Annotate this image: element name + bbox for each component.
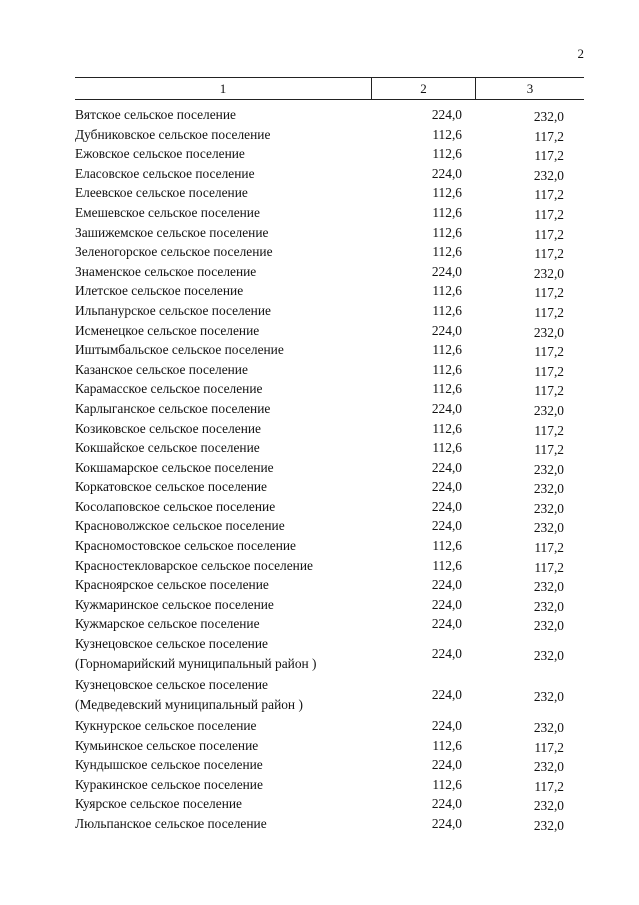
settlement-name-line: Кукнурское сельское поселение bbox=[75, 718, 257, 734]
settlement-name bbox=[75, 497, 375, 517]
table-row bbox=[0, 556, 639, 576]
settlement-name bbox=[75, 595, 375, 615]
table-row bbox=[0, 105, 639, 125]
table-row bbox=[0, 399, 639, 419]
table-row bbox=[0, 262, 639, 282]
value-col-3: 117,2 bbox=[534, 148, 564, 164]
settlement-name bbox=[75, 360, 375, 380]
value-col-3: 232,0 bbox=[533, 618, 564, 634]
settlement-name bbox=[75, 755, 375, 775]
value-col-2: 112,6 bbox=[432, 126, 462, 142]
value-col-2: 112,6 bbox=[432, 538, 462, 554]
value-col-3: 117,2 bbox=[534, 442, 564, 458]
settlement-name bbox=[75, 814, 375, 834]
settlement-name bbox=[75, 164, 375, 184]
settlement-name-line: Куярское сельское поселение bbox=[75, 796, 242, 812]
settlement-name bbox=[75, 614, 375, 634]
table-row bbox=[0, 755, 639, 775]
settlement-name bbox=[75, 125, 375, 145]
page-number: 2 bbox=[577, 46, 584, 61]
value-col-2: 112,6 bbox=[432, 244, 462, 260]
value-col-2: 224,0 bbox=[431, 322, 462, 338]
value-col-3: 232,0 bbox=[533, 759, 564, 775]
settlement-name bbox=[75, 262, 375, 282]
value-col-2: 112,6 bbox=[432, 204, 462, 220]
value-col-3: 117,2 bbox=[534, 128, 564, 144]
settlement-name-line: Красноярское сельское поселение bbox=[75, 577, 269, 593]
settlement-name-line: Карлыганское сельское поселение bbox=[75, 400, 271, 416]
settlement-name-line: Дубниковское сельское поселение bbox=[75, 126, 271, 142]
settlement-name-line: Ильпанурское сельское поселение bbox=[75, 302, 271, 318]
settlement-name-line: Кокшайское сельское поселение bbox=[75, 440, 260, 456]
table-row bbox=[0, 419, 639, 439]
settlement-name-line: Красноволжское сельское поселение bbox=[75, 518, 285, 534]
value-col-2: 224,0 bbox=[431, 107, 462, 122]
table-row bbox=[0, 301, 639, 321]
settlement-name bbox=[75, 281, 375, 301]
settlement-name-line: Еласовское сельское поселение bbox=[75, 165, 255, 181]
settlement-name-line: Косолаповское сельское поселение bbox=[75, 498, 276, 514]
header-col-3: 3 bbox=[526, 80, 534, 96]
settlement-name-line: Куракинское сельское поселение bbox=[75, 776, 263, 792]
table-row bbox=[0, 321, 639, 341]
value-col-3: 117,2 bbox=[534, 383, 564, 399]
table-header bbox=[75, 77, 584, 100]
settlement-name bbox=[75, 105, 375, 125]
value-col-2: 112,6 bbox=[432, 224, 462, 240]
table-row bbox=[0, 614, 639, 634]
value-col-3: 117,2 bbox=[534, 559, 564, 575]
value-col-3: 117,2 bbox=[534, 540, 564, 556]
value-col-2: 224,0 bbox=[431, 479, 462, 495]
settlement-name-line: Казанское сельское поселение bbox=[75, 361, 248, 377]
value-col-3: 117,2 bbox=[534, 422, 564, 438]
settlement-name-line: Кумьинское сельское поселение bbox=[75, 737, 259, 753]
value-col-3: 117,2 bbox=[534, 363, 564, 379]
value-col-2: 224,0 bbox=[431, 796, 462, 812]
settlement-name bbox=[75, 321, 375, 341]
value-col-3: 232,0 bbox=[533, 109, 564, 124]
value-col-2: 112,6 bbox=[432, 146, 462, 162]
value-col-3: 232,0 bbox=[533, 648, 564, 664]
table-row bbox=[0, 203, 639, 223]
table-row bbox=[0, 458, 639, 478]
table-row bbox=[0, 575, 639, 595]
table-row bbox=[0, 736, 639, 756]
value-col-2: 112,6 bbox=[432, 342, 462, 358]
value-col-3: 232,0 bbox=[533, 461, 564, 477]
table-row bbox=[0, 634, 639, 675]
settlement-name bbox=[75, 794, 375, 814]
settlement-name bbox=[75, 536, 375, 556]
value-col-2: 224,0 bbox=[431, 400, 462, 416]
settlement-name-line: Емешевское сельское поселение bbox=[75, 204, 260, 220]
value-col-3: 232,0 bbox=[533, 324, 564, 340]
settlement-name-line: Кузнецовское сельское поселение bbox=[75, 636, 268, 652]
value-col-3: 117,2 bbox=[534, 246, 564, 262]
table-row bbox=[0, 536, 639, 556]
value-col-2: 112,6 bbox=[432, 381, 462, 397]
value-col-2: 112,6 bbox=[432, 361, 462, 377]
table-row bbox=[0, 183, 639, 203]
settlement-name-line: Иштымбальское сельское поселение bbox=[75, 342, 284, 358]
value-col-2: 224,0 bbox=[431, 263, 462, 279]
value-col-3: 117,2 bbox=[534, 206, 564, 222]
value-col-2: 112,6 bbox=[432, 737, 462, 753]
settlement-name bbox=[75, 223, 375, 243]
value-col-2: 224,0 bbox=[431, 518, 462, 534]
settlement-name-line: Исменецкое сельское поселение bbox=[75, 322, 260, 338]
table-row bbox=[0, 794, 639, 814]
value-col-3: 117,2 bbox=[534, 344, 564, 360]
value-col-2: 112,6 bbox=[432, 283, 462, 299]
value-col-2: 112,6 bbox=[432, 302, 462, 318]
table-row bbox=[0, 144, 639, 164]
value-col-2: 224,0 bbox=[431, 596, 462, 612]
value-col-3: 232,0 bbox=[533, 598, 564, 614]
settlement-name-line: Зеленогорское сельское поселение bbox=[75, 244, 273, 260]
value-col-3: 232,0 bbox=[533, 167, 564, 183]
value-col-3: 232,0 bbox=[533, 689, 564, 705]
settlement-name-line: Кужмарское сельское поселение bbox=[75, 616, 260, 632]
settlement-name bbox=[75, 438, 375, 458]
value-col-2: 224,0 bbox=[431, 646, 462, 662]
value-col-2: 224,0 bbox=[431, 616, 462, 632]
settlement-name bbox=[75, 477, 375, 497]
settlement-name-line: Кужмаринское сельское поселение bbox=[75, 596, 274, 612]
value-col-2: 112,6 bbox=[432, 440, 462, 456]
settlement-name-line: Кокшамарское сельское поселение bbox=[75, 459, 274, 475]
value-col-2: 224,0 bbox=[431, 816, 462, 831]
settlement-name bbox=[75, 736, 375, 756]
settlement-name-line: Елеевское сельское поселение bbox=[75, 185, 248, 201]
table-row bbox=[0, 497, 639, 517]
table-row bbox=[0, 223, 639, 243]
settlement-name bbox=[75, 556, 375, 576]
header-col-2: 2 bbox=[372, 78, 476, 99]
value-col-2: 224,0 bbox=[431, 718, 462, 734]
settlement-name-line: Ежовское сельское поселение bbox=[75, 146, 245, 162]
table-row bbox=[0, 125, 639, 145]
value-col-3: 232,0 bbox=[533, 720, 564, 736]
table-row bbox=[0, 438, 639, 458]
settlement-name-line: Люльпанское сельское поселение bbox=[75, 816, 267, 831]
settlement-name bbox=[75, 575, 375, 595]
settlement-name bbox=[75, 379, 375, 399]
settlement-name-line: Красномостовское сельское поселение bbox=[75, 538, 297, 554]
table-row bbox=[0, 775, 639, 795]
table-row bbox=[0, 716, 639, 736]
settlement-name-line: Коркатовское сельское поселение bbox=[75, 479, 267, 495]
table-row bbox=[0, 675, 639, 716]
settlement-name bbox=[75, 399, 375, 419]
value-col-2: 112,6 bbox=[432, 420, 462, 436]
settlement-name bbox=[75, 775, 375, 795]
value-col-3: 232,0 bbox=[533, 579, 564, 595]
table-row bbox=[0, 379, 639, 399]
settlement-name bbox=[75, 301, 375, 321]
table-row bbox=[0, 340, 639, 360]
settlement-name-line: Знаменское сельское поселение bbox=[75, 263, 257, 279]
settlement-name bbox=[75, 419, 375, 439]
value-col-3: 232,0 bbox=[533, 481, 564, 497]
settlement-name bbox=[75, 203, 375, 223]
settlement-name-line: Кундышское сельское поселение bbox=[75, 757, 263, 773]
settlement-name bbox=[75, 458, 375, 478]
value-col-3: 232,0 bbox=[533, 500, 564, 516]
settlement-name-line: Козиковское сельское поселение bbox=[75, 420, 262, 436]
value-col-3: 232,0 bbox=[533, 402, 564, 418]
value-col-3: 117,2 bbox=[534, 739, 564, 755]
settlement-name-line: Кузнецовское сельское поселение bbox=[75, 677, 268, 693]
value-col-2: 224,0 bbox=[431, 577, 462, 593]
value-col-2: 224,0 bbox=[431, 757, 462, 773]
value-col-3: 117,2 bbox=[534, 778, 564, 794]
table-row bbox=[0, 477, 639, 497]
value-col-3: 117,2 bbox=[534, 285, 564, 301]
table-row bbox=[0, 242, 639, 262]
header-col-1: 1 bbox=[75, 78, 372, 99]
table-body bbox=[0, 105, 639, 834]
settlement-name bbox=[75, 716, 375, 736]
table-row bbox=[0, 360, 639, 380]
settlement-name bbox=[75, 242, 375, 262]
settlement-name bbox=[75, 183, 375, 203]
settlement-name-line: Вятское сельское поселение bbox=[75, 107, 236, 122]
value-col-2: 224,0 bbox=[431, 687, 462, 703]
table-row bbox=[0, 814, 639, 834]
settlement-name bbox=[75, 144, 375, 164]
value-col-3: 232,0 bbox=[533, 818, 564, 833]
value-col-3: 117,2 bbox=[534, 187, 564, 203]
settlement-name-line: Красностекловарское сельское поселение bbox=[75, 557, 313, 573]
value-col-3: 117,2 bbox=[534, 304, 564, 320]
table-row bbox=[0, 516, 639, 536]
settlement-name-line: (Горномарийский муниципальный район ) bbox=[75, 655, 317, 671]
value-col-2: 112,6 bbox=[432, 557, 462, 573]
value-col-2: 224,0 bbox=[431, 165, 462, 181]
value-col-2: 112,6 bbox=[432, 776, 462, 792]
settlement-name bbox=[75, 516, 375, 536]
settlement-name-line: (Медведевский муниципальный район ) bbox=[75, 696, 303, 712]
settlement-name bbox=[75, 634, 375, 673]
settlement-name-line: Зашижемское сельское поселение bbox=[75, 224, 269, 240]
table-row bbox=[0, 164, 639, 184]
settlement-name bbox=[75, 675, 375, 714]
table-row bbox=[0, 595, 639, 615]
settlement-name-line: Карамасское сельское поселение bbox=[75, 381, 263, 397]
value-col-3: 117,2 bbox=[534, 226, 564, 242]
value-col-2: 224,0 bbox=[431, 459, 462, 475]
value-col-2: 112,6 bbox=[432, 185, 462, 201]
value-col-3: 232,0 bbox=[533, 265, 564, 281]
value-col-3: 232,0 bbox=[533, 520, 564, 536]
value-col-2: 224,0 bbox=[431, 498, 462, 514]
value-col-3: 232,0 bbox=[533, 798, 564, 814]
settlement-name bbox=[75, 340, 375, 360]
table-row bbox=[0, 281, 639, 301]
settlement-name-line: Илетское сельское поселение bbox=[75, 283, 244, 299]
